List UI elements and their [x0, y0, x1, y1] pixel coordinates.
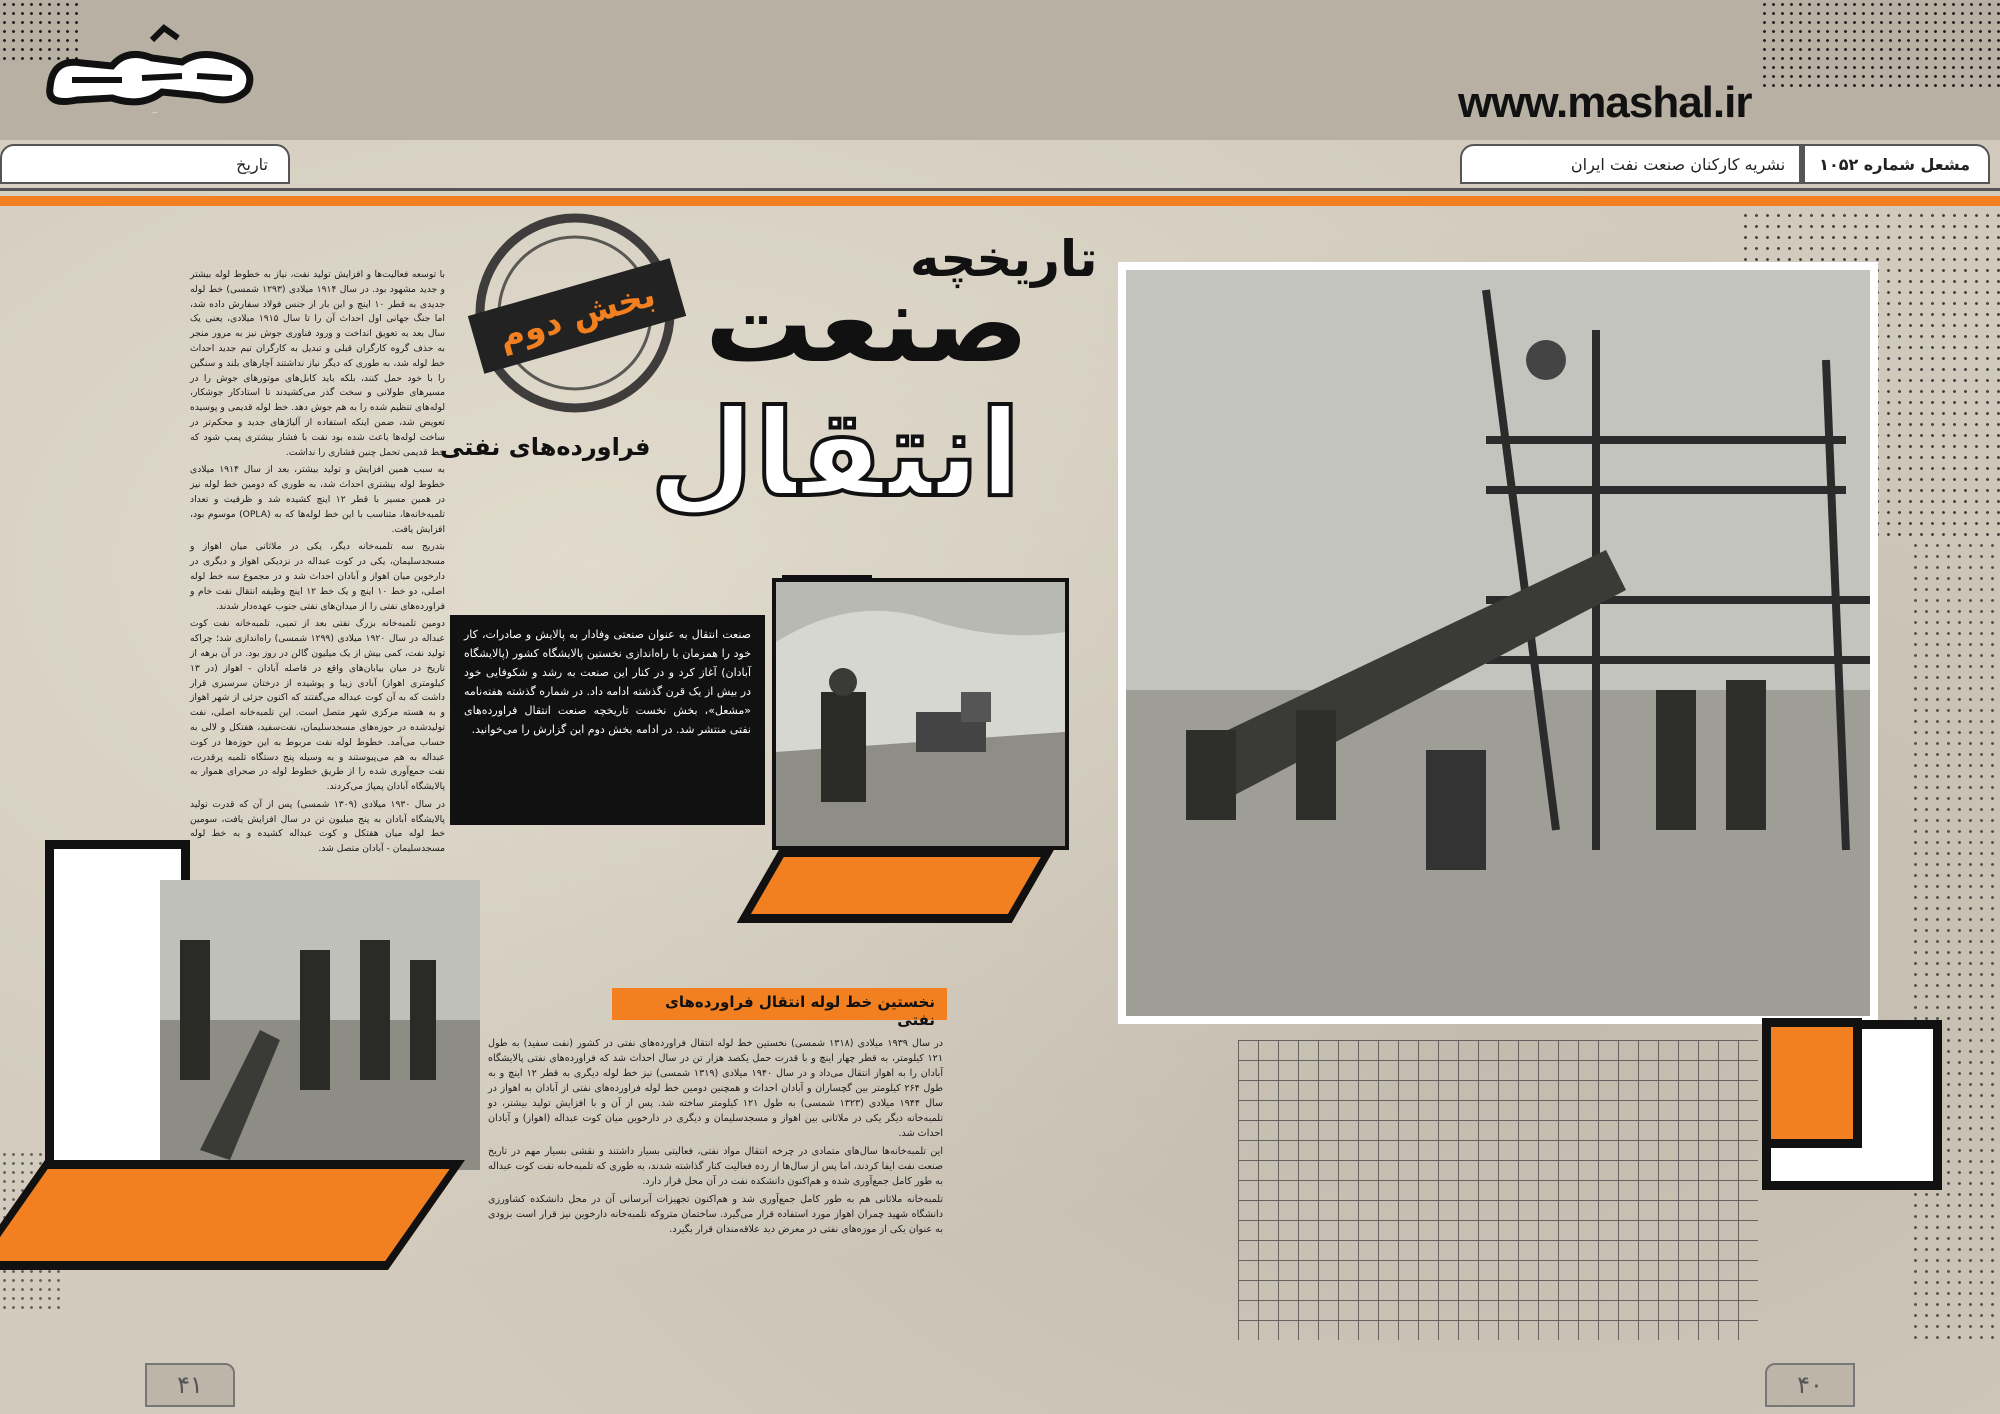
intro-callout: صنعت انتقال به عنوان صنعتی وفادار به پالایش و صادرات، کار خود را همزمان با راه‌اندازی نخستین پالایشگاه کشور (پالایشگاه آبادان) آغاز کرد و در کنار این صنعت به رشد و شکوفایی خود در بیش از یک قرن گذشته ادامه داد. در شماره گذشته هفته‌نامه «مشعل»، بخش نخست تاریخچه صنعت انتقال فراورده‌های نفتی منتشر شد. در ادامه بخش دوم این گزارش را می‌خوانید. [450, 615, 765, 825]
photo-oil-derrick [1118, 262, 1878, 1024]
workers-illustration [160, 880, 480, 1170]
title-line3: انتقال [650, 385, 1021, 524]
paragraph: با توسعه فعالیت‌ها و افزایش تولید نفت، نیاز به خطوط لوله بیشتر و جدید مشهود بود. در سال ۱۹۱۴ میلادی (۱۲۹۳ شمسی) خط لوله جدیدی به قطر ۱۰ اینچ و این بار از جنس فولاد سفارش داده شد، اما جنگ جهانی اول احداث آن را تا سال ۱۹۱۵ میلادی، یعنی یک سال بعد به تعویق انداخت و ورود فناوری جوش نیز به مرور منجر به حذف گروه کارگران قبلی و تبدیل به کارگران تیم جدید احداث خط لوله شد، به طوری که دیگر نیاز نداشتند آچارهای بلند و سنگین را با خود حمل کنند، بلکه باید کابل‌های موتورهای جوش را در مسیرهای طولانی و سخت گذر می‌کشیدند تا استادکار جوشکار، لوله‌های تنظیم شده را به هم جوش دهد. خط لوله قدیمی و پوسیده تعویض شد، ضمن اینکه استفاده از آلیاژهای جدید و محکم‌تر در ساخت لوله‌ها باعث شده بود نفت با فشار بیشتری پمپ شود که خط قدیمی تحمل چنین فشاری را نداشت. [190, 269, 445, 458]
photo-pipeline-workers [160, 880, 480, 1170]
title-line2: صنعت [705, 262, 1029, 387]
header-rule [0, 188, 2000, 191]
mashal-logo[interactable] [32, 18, 272, 118]
decor-box-orange [737, 848, 1055, 923]
left-header-bar [0, 144, 290, 184]
right-header-bar [1460, 144, 1990, 184]
page-number-right: ۴۰ [1765, 1363, 1855, 1407]
header-divider [1799, 146, 1805, 182]
decor-grid [1238, 1040, 1758, 1340]
paragraph: بتدریج سه تلمبه‌خانه دیگر، یکی در ملاثانی میان اهواز و مسجدسلیمان، یکی در کوت عبداله در نزدیکی اهواز و دیگری در دارخوین میان اهواز و آبادان احداث شد و در مجموع سه خط لوله اصلی، دو خط ۱۰ اینچ و یک خط ۱۲ اینچ وظیفه انتقال نفت خام و فراورده‌های نفتی را از میدان‌های نفتی جنوب عهده‌دار شدند. [190, 541, 445, 612]
donkey-illustration [776, 582, 1065, 846]
paragraph: این تلمبه‌خانه‌ها سال‌های متمادی در چرخه انتقال مواد نفتی، فعالیتی بسیار داشتند و نقشی بسیار مهم در تاریخ صنعت نفت ایفا کردند، اما پس از سال‌ها از رده فعالیت کنار گذاشته شدند، به طوری که تلمبه‌خانه نفت کوت عبداله به طور کامل جمع‌آوری شده و هم‌اکنون دانشکده نفت در آن محل قرار دارد. [488, 1146, 943, 1187]
paragraph: به سبب همین افزایش و تولید بیشتر، بعد از سال ۱۹۱۴ میلادی خطوط لوله بیشتری احداث شد، به طوری که دومین خط لوله نیز در همین مسیر با قطر ۱۲ اینچ کشیده شد و ظرفیت و تعداد تلمبه‌خانه‌ها، متناسب با این خط لوله‌ها که به (OPLA) موسوم بود، افزایش یافت. [190, 464, 445, 535]
paragraph: تلمبه‌خانه ملاثانی هم به طور کامل جمع‌آوری شد و هم‌اکنون تجهیزات آبرسانی آن در محل دانشکده کشاورزی دانشگاه شهید چمران اهواز مورد استفاده قرار می‌گیرد. ساختمان متروکه تلمبه‌خانه دارخوین نیز قرار است بزودی به عنوان یکی از موزه‌های نفتی در معرض دید علاقه‌مندان قرار بگیرد. [488, 1194, 943, 1235]
publication-name: نشریه کارکنان صنعت نفت ایران [1570, 154, 1786, 174]
section-subtitle: نخستین خط لوله انتقال فراورده‌های نفتی [612, 988, 947, 1020]
paragraph: در سال ۱۹۳۰ میلادی (۱۳۰۹ شمسی) پس از آن که قدرت تولید پالایشگاه آبادان به پنج میلیون تن در سال افزایش یافت، سومین خط لوله میان هفتکل و کوت عبداله کشیده و به خط لوله مسجدسلیمان - آبادان متصل شد. [190, 798, 445, 855]
decor-box-orange [0, 1160, 465, 1270]
derrick-illustration [1126, 270, 1870, 1016]
photo-man-donkey [772, 578, 1069, 850]
accent-rule [0, 196, 2000, 206]
article-column-bottom [488, 1036, 943, 1240]
section-stamp [470, 208, 680, 418]
article-column-left [190, 268, 445, 860]
section-name: تاریخ [236, 154, 268, 174]
paragraph: در سال ۱۹۳۹ میلادی (۱۳۱۸ شمسی) نخستین خط لوله انتقال فراورده‌های نفتی در کشور (نفت سفید) به طول ۱۲۱ کیلومتر، به قطر چهار اینچ و با قدرت حمل یکصد هزار تن در سال احداث شد که فراورده‌های نفتی پالایشگاه آبادان را به اهواز انتقال می‌داد و در سال ۱۹۴۰ میلادی (۱۳۱۹ شمسی) نیز خط لوله دیگری به قطر ۱۲ اینچ و به طول ۲۶۴ کیلومتر بین گچساران و آبادان احداث و همچنین دومین خط لوله فراورده‌های نفتی از آبادان به اهواز در سال ۱۹۴۴ میلادی (۱۳۲۳ شمسی) به طول ۱۲۱ کیلومتر ساخته شد. پس از آن و با افزایش تولید بیشتر، دو تلمبه‌خانه دیگر یکی در ملاثانی بین اهواز و مسجدسلیمان و دیگری در دارخوین میان کوت عبداله (اهواز) و آبادان احداث شد. [488, 1038, 944, 1139]
logo-text: مشعل [152, 112, 158, 114]
page-number-left: ۴۱ [145, 1363, 235, 1407]
title-line1: تاریخچه [910, 230, 1098, 288]
decor-box-orange [1762, 1018, 1862, 1148]
stamp-text: بخش دوم [494, 274, 660, 358]
dot-texture [1760, 0, 2000, 90]
website-url[interactable]: www.mashal.ir [1458, 78, 1752, 127]
title-line4: فراورده‌های نفتی [440, 433, 651, 461]
paragraph: دومین تلمبه‌خانه بزرگ نفتی بعد از تمبی، تلمبه‌خانه نفت کوت عبداله در سال ۱۹۲۰ میلادی (۱۲۹۹ شمسی) راه‌اندازی شد؛ چراکه تولید نفت، کمی بیش از یک میلیون گالن در روز بود. در آن برهه از تاریخ در میان بیابان‌های واقع در فاصله آبادان - اهواز (در ۱۳ کیلومتری اهواز) آبادی زیبا و پوشیده از درختان سرسبزی قرار داشت که به آن کوت عبداله می‌گفتند که اکنون جزئی از شهر اهواز و به هسته مرکزی شهر متصل است. این تلمبه‌خانه اصلی، نفت تولیدشده در حوزه‌های مسجدسلیمان، نفت‌سفید، هفتکل و لالی به حساب می‌آمد. خطوط لوله نفت مربوط به این حوزه‌ها در کوت عبداله به هم می‌پیوستند و به وسیله پنج دستگاه تلمبه پرقدرت، نفت جمع‌آوری شده را از طریق خطوط لوله در صحرای هموار به پالایشگاه آبادان پمپاژ می‌کردند. [190, 618, 445, 793]
issue-number: مشعل شماره ۱۰۵۲ [1819, 154, 1970, 174]
dot-texture [1910, 540, 2000, 1340]
